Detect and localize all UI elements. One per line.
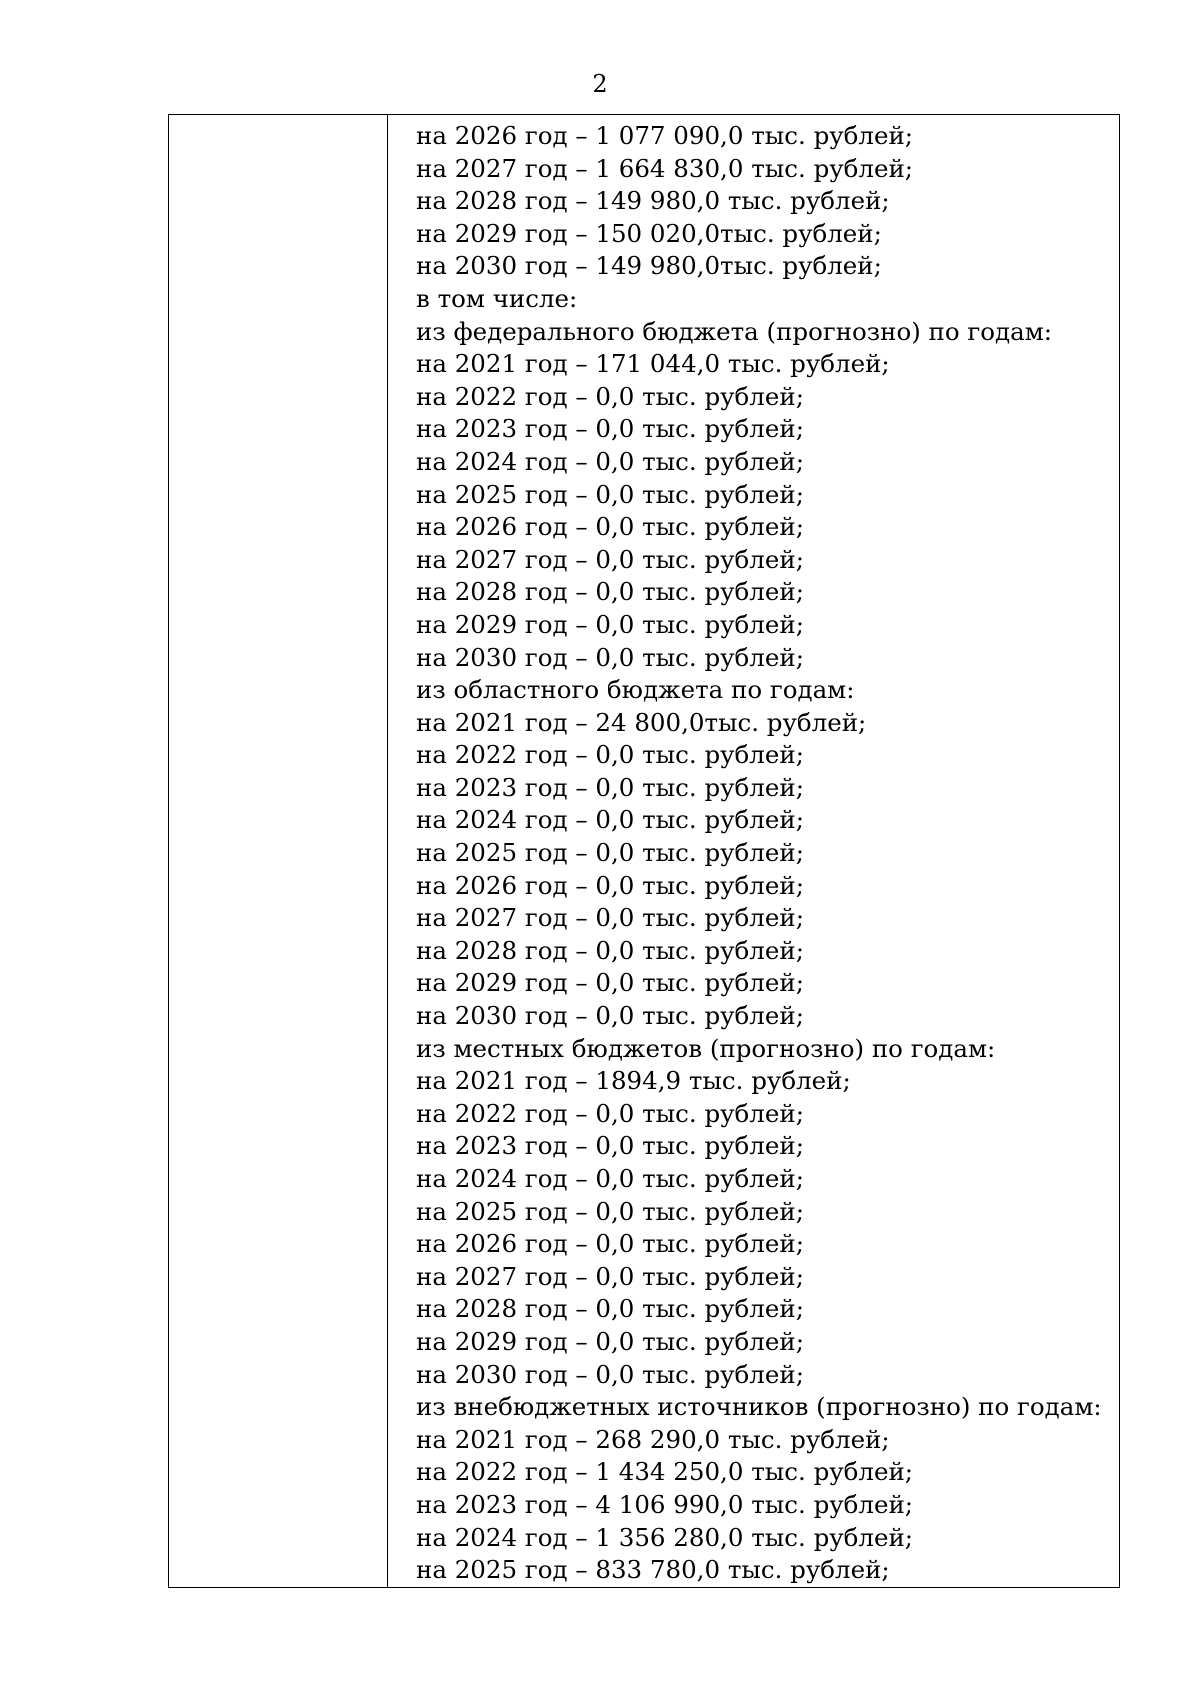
funding-line: из местных бюджетов (прогнозно) по годам:	[416, 1033, 996, 1063]
funding-line: на 2026 год – 0,0 тыс. рублей;	[416, 1229, 804, 1259]
funding-line: из внебюджетных источников (прогнозно) по годам:	[416, 1392, 1102, 1422]
funding-line: на 2024 год – 0,0 тыс. рублей;	[416, 805, 804, 835]
funding-line: на 2029 год – 0,0 тыс. рублей;	[416, 968, 804, 998]
funding-line: на 2023 год – 4 106 990,0 тыс. рублей;	[416, 1489, 914, 1519]
funding-line: на 2021 год – 171 044,0 тыс. рублей;	[416, 349, 890, 379]
funding-line: на 2027 год – 0,0 тыс. рублей;	[416, 1261, 804, 1291]
funding-line: на 2029 год – 150 020,0тыс. рублей;	[416, 218, 882, 248]
funding-line: на 2027 год – 0,0 тыс. рублей;	[416, 903, 804, 933]
funding-table	[168, 114, 1120, 1588]
table-row	[169, 115, 1120, 1588]
funding-line: на 2021 год – 268 290,0 тыс. рублей;	[416, 1424, 890, 1454]
funding-line: на 2025 год – 0,0 тыс. рублей;	[416, 838, 804, 868]
funding-line: на 2023 год – 0,0 тыс. рублей;	[416, 414, 804, 444]
funding-line: на 2028 год – 0,0 тыс. рублей;	[416, 935, 804, 965]
funding-line: в том числе:	[416, 283, 578, 313]
table-cell-right	[388, 115, 1120, 1588]
funding-line: на 2028 год – 0,0 тыс. рублей;	[416, 577, 804, 607]
funding-line: на 2028 год – 149 980,0 тыс. рублей;	[416, 186, 890, 216]
funding-line: на 2026 год – 0,0 тыс. рублей;	[416, 870, 804, 900]
funding-line: на 2030 год – 0,0 тыс. рублей;	[416, 1001, 804, 1031]
funding-line: на 2022 год – 1 434 250,0 тыс. рублей;	[416, 1457, 914, 1487]
funding-line: на 2025 год – 0,0 тыс. рублей;	[416, 479, 804, 509]
funding-line: на 2021 год – 24 800,0тыс. рублей;	[416, 707, 867, 737]
funding-line: на 2027 год – 0,0 тыс. рублей;	[416, 544, 804, 574]
funding-line: из федерального бюджета (прогнозно) по годам:	[416, 316, 1053, 346]
funding-line: на 2022 год – 0,0 тыс. рублей;	[416, 381, 804, 411]
funding-line: на 2030 год – 0,0 тыс. рублей;	[416, 642, 804, 672]
funding-line: на 2024 год – 0,0 тыс. рублей;	[416, 1164, 804, 1193]
funding-line: на 2024 год – 0,0 тыс. рублей;	[416, 446, 804, 476]
funding-line: на 2030 год – 149 980,0тыс. рублей;	[416, 251, 882, 281]
page-number: 2	[592, 70, 608, 98]
funding-line: на 2027 год – 1 664 830,0 тыс. рублей;	[416, 153, 914, 183]
funding-lines-list	[416, 115, 1119, 1587]
funding-line: на 2024 год – 1 356 280,0 тыс. рублей;	[416, 1522, 914, 1552]
funding-line: на 2026 год – 0,0 тыс. рублей;	[416, 512, 804, 542]
funding-line: на 2026 год – 1 077 090,0 тыс. рублей;	[416, 121, 914, 150]
funding-line: на 2028 год – 0,0 тыс. рублей;	[416, 1294, 804, 1324]
funding-line: из областного бюджета по годам:	[416, 675, 855, 705]
funding-line: на 2023 год – 0,0 тыс. рублей;	[416, 1131, 804, 1161]
funding-line: на 2022 год – 0,0 тыс. рублей;	[416, 1098, 804, 1128]
funding-line: на 2030 год – 0,0 тыс. рублей;	[416, 1359, 804, 1389]
funding-line: на 2021 год – 1894,9 тыс. рублей;	[416, 1066, 851, 1096]
funding-line: на 2025 год – 833 780,0 тыс. рублей;	[416, 1555, 890, 1585]
funding-line: на 2023 год – 0,0 тыс. рублей;	[416, 772, 804, 802]
funding-line: на 2022 год – 0,0 тыс. рублей;	[416, 740, 804, 770]
table-cell-left	[169, 115, 388, 1588]
funding-line: на 2029 год – 0,0 тыс. рублей;	[416, 609, 804, 639]
funding-line: на 2029 год – 0,0 тыс. рублей;	[416, 1326, 804, 1356]
funding-line: на 2025 год – 0,0 тыс. рублей;	[416, 1196, 804, 1226]
